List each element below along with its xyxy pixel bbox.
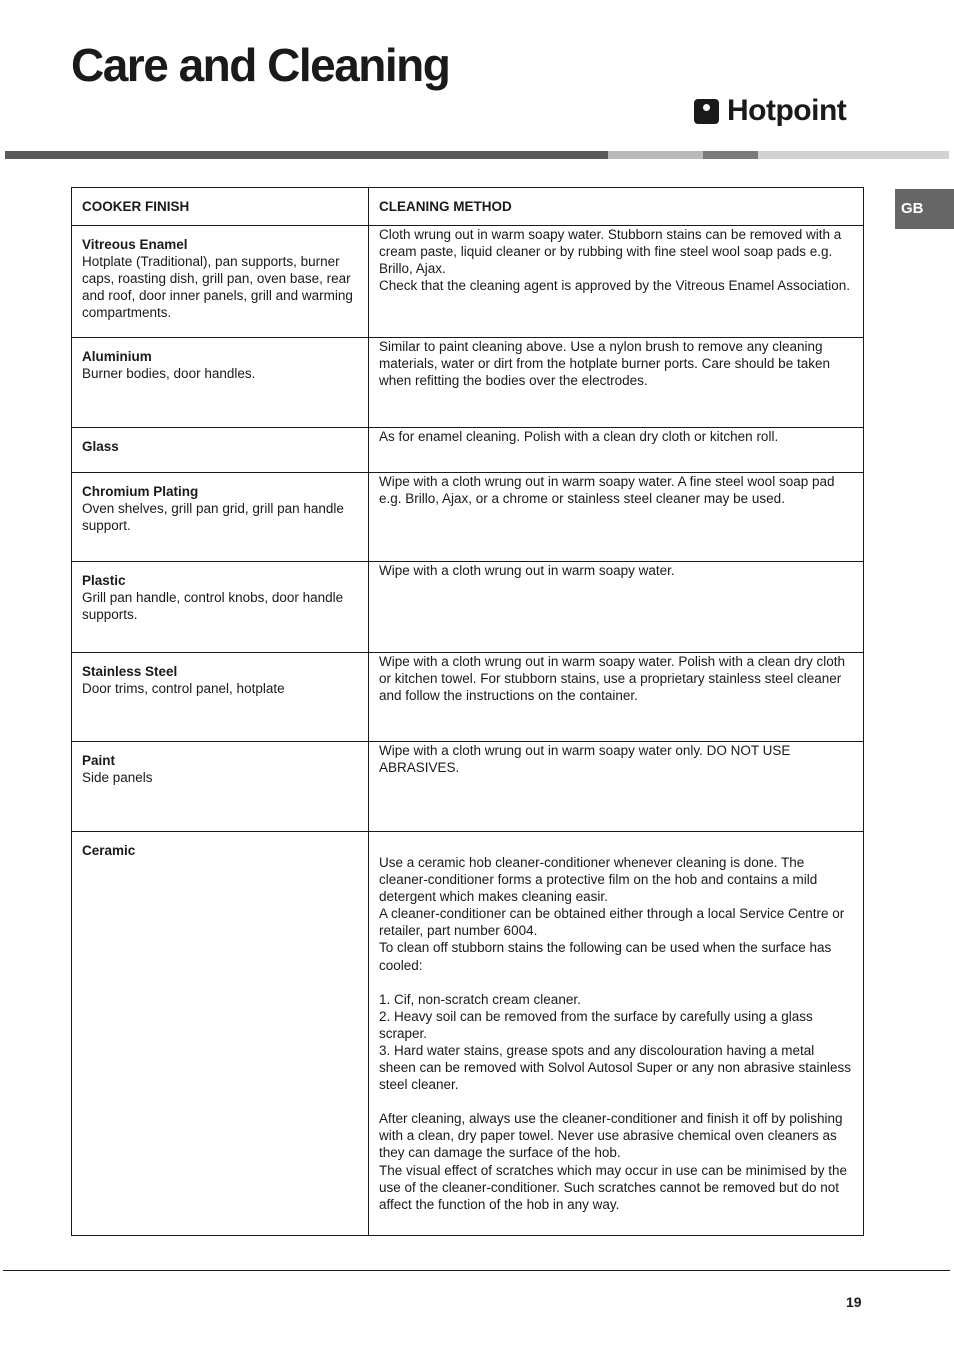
method-cell <box>369 338 864 428</box>
footer-divider <box>3 1270 950 1271</box>
finish-name: Plastic <box>82 573 126 588</box>
paragraph-gap <box>379 1093 853 1110</box>
method-text: As for enamel cleaning. Polish with a clean dry cloth or kitchen roll. <box>379 429 779 444</box>
column-header-method: CLEANING METHOD <box>369 188 864 226</box>
method-text: Use a ceramic hob cleaner-conditioner whenever cleaning is done. The cleaner-conditioner forms a protective film on the hob and contains a mild detergent which makes cleaning easir. <box>379 855 818 905</box>
page-title: Care and Cleaning <box>71 39 450 91</box>
method-list-item: 2. Heavy soil can be removed from the surface by carefully using a glass scraper. <box>379 1008 813 1041</box>
finish-cell <box>72 473 369 562</box>
finish-cell <box>72 428 369 473</box>
method-text: Wipe with a cloth wrung out in warm soapy water only. DO NOT USE ABRASIVES. <box>379 743 791 776</box>
page-number: 19 <box>846 1294 862 1310</box>
method-text: Cloth wrung out in warm soapy water. Stubborn stains can be removed with a cream paste, liquid cleaner or by rubbing with fine steel wool soap pads e.g. Brillo, Ajax. <box>379 227 842 277</box>
method-text: To clean off stubborn stains the following can be used when the surface has cooled: <box>379 940 832 973</box>
method-text: Check that the cleaning agent is approved by the Vitreous Enamel Association. <box>379 278 851 294</box>
table-row <box>72 226 864 338</box>
table-row <box>72 832 864 1236</box>
method-cell <box>369 653 864 742</box>
finish-cell <box>72 742 369 832</box>
method-list-item: 1. Cif, non-scratch cream cleaner. <box>379 991 581 1007</box>
method-cell <box>369 832 864 1236</box>
hotpoint-logo-icon <box>694 99 719 124</box>
table-row <box>72 338 864 428</box>
language-tab: GB <box>895 189 954 229</box>
method-text: Wipe with a cloth wrung out in warm soapy water. Polish with a clean dry cloth or kitchen towel. For stubborn stains, use a proprietary stainless steel cleaner and follow the instructions on the container. <box>379 654 845 704</box>
finish-name: Ceramic <box>82 843 136 858</box>
header-bar-segment <box>5 151 608 159</box>
method-text: The visual effect of scratches which may occur in use can be minimised by the use of the cleaner-conditioner. Such scratches cannot be removed but do not affect the function of the hob in any way. <box>379 1162 847 1212</box>
finish-name: Vitreous Enamel <box>82 237 188 252</box>
paragraph-gap <box>379 974 853 991</box>
method-cell <box>369 562 864 653</box>
finish-items: Hotplate (Traditional), pan supports, burner caps, roasting dish, grill pan, oven base, rear and roof, door inner panels, grill and warming compartments. <box>82 254 353 321</box>
method-text: Wipe with a cloth wrung out in warm soapy water. A fine steel wool soap pad e.g. Brillo, Ajax, or a chrome or stainless steel cleaner may be used. <box>379 474 835 507</box>
finish-cell <box>72 832 369 1236</box>
finish-items: Grill pan handle, control knobs, door handle supports. <box>82 590 344 623</box>
method-text: Similar to paint cleaning above. Use a nylon brush to remove any cleaning materials, water or dirt from the hotplate burner ports. Care should be taken when refitting the bodies over the electrodes. <box>379 339 830 389</box>
finish-name: Glass <box>82 439 119 454</box>
table-row <box>72 562 864 653</box>
brand-logo <box>694 94 846 128</box>
finish-items: Burner bodies, door handles. <box>82 366 256 382</box>
method-cell <box>369 742 864 832</box>
finish-name: Stainless Steel <box>82 664 178 679</box>
method-cell <box>369 473 864 562</box>
finish-name: Paint <box>82 753 116 768</box>
method-text: Wipe with a cloth wrung out in warm soapy water. <box>379 563 675 578</box>
header-bar-segment <box>703 151 758 159</box>
method-text: After cleaning, always use the cleaner-conditioner and finish it off by polishing with a clean, dry paper towel. Never use abrasive chemical oven cleaners as they can damage the surface of the hob. <box>379 1111 843 1161</box>
finish-items: Side panels <box>82 770 153 786</box>
method-cell <box>369 428 864 473</box>
method-text: A cleaner-conditioner can be obtained either through a local Service Centre or retailer, part number 6004. <box>379 906 845 939</box>
finish-cell <box>72 338 369 428</box>
header-bar-segment <box>608 151 703 159</box>
table-header-row <box>72 188 864 226</box>
table-row <box>72 653 864 742</box>
finish-items: Door trims, control panel, hotplate <box>82 681 285 697</box>
method-list-item: 3. Hard water stains, grease spots and any discolouration having a metal sheen can be removed with Solvol Autosol Super or any non abrasive stainless steel cleaner. <box>379 1042 852 1093</box>
method-cell <box>369 226 864 338</box>
finish-name: Aluminium <box>82 349 152 364</box>
finish-name: Chromium Plating <box>82 484 199 499</box>
table-row <box>72 428 864 473</box>
finish-cell <box>72 562 369 653</box>
care-cleaning-table <box>71 187 864 1236</box>
table-row <box>72 473 864 562</box>
table-row <box>72 742 864 832</box>
finish-cell <box>72 653 369 742</box>
header-bar-segment <box>758 151 949 159</box>
column-header-finish: COOKER FINISH <box>72 188 369 226</box>
brand-name: Hotpoint <box>727 94 847 127</box>
finish-cell <box>72 226 369 338</box>
finish-items: Oven shelves, grill pan grid, grill pan handle support. <box>82 501 344 534</box>
